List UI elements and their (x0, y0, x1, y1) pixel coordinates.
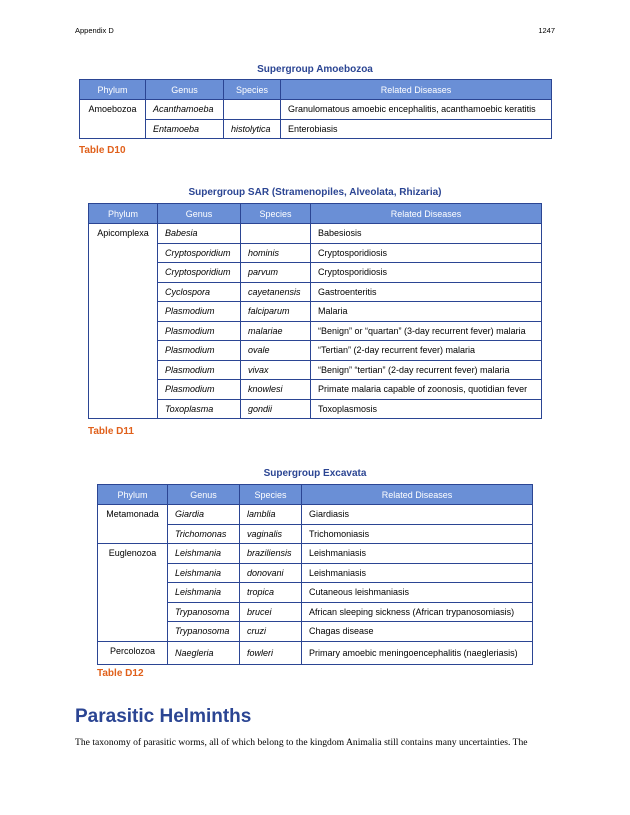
genus-cell: Cryptosporidium (158, 263, 241, 283)
table-d12 (97, 484, 533, 665)
species-cell: falciparum (241, 302, 311, 322)
running-header: Appendix D (75, 26, 114, 35)
disease-cell: Cryptosporidiosis (311, 243, 542, 263)
species-cell: vivax (241, 360, 311, 380)
column-header-species: Species (224, 80, 281, 100)
genus-cell: Giardia (168, 505, 240, 525)
disease-cell: Toxoplasmosis (311, 399, 542, 419)
column-header-species: Species (241, 204, 311, 224)
table-row (80, 119, 552, 139)
species-cell: malariae (241, 321, 311, 341)
genus-cell: Trypanosoma (168, 622, 240, 642)
genus-cell: Leishmania (168, 563, 240, 583)
column-header-diseases: Related Diseases (302, 485, 533, 505)
column-header-genus: Genus (146, 80, 224, 100)
genus-cell: Naegleria (168, 641, 240, 665)
genus-cell: Entamoeba (146, 119, 224, 139)
disease-cell: Leishmaniasis (302, 544, 533, 564)
disease-cell: “Benign” or “quartan” (3-day recurrent fever) malaria (311, 321, 542, 341)
table-row (89, 224, 542, 244)
disease-cell: Cryptosporidiosis (311, 263, 542, 283)
species-cell: tropica (240, 583, 302, 603)
species-cell: gondii (241, 399, 311, 419)
species-cell: brucei (240, 602, 302, 622)
phylum-cell: Euglenozoa (98, 544, 168, 642)
disease-cell: Giardiasis (302, 505, 533, 525)
table-d11-label: Table D11 (88, 426, 134, 437)
genus-cell: Cryptosporidium (158, 243, 241, 263)
species-cell: lamblia (240, 505, 302, 525)
genus-cell: Trypanosoma (168, 602, 240, 622)
page-header (75, 26, 555, 38)
genus-cell: Plasmodium (158, 360, 241, 380)
disease-cell: Malaria (311, 302, 542, 322)
species-cell: cruzi (240, 622, 302, 642)
species-cell (224, 100, 281, 120)
table-row (98, 544, 533, 564)
genus-cell: Plasmodium (158, 321, 241, 341)
section-heading: Parasitic Helminths (75, 706, 252, 727)
phylum-cell: Amoebozoa (80, 100, 146, 139)
page-number: 1247 (538, 26, 555, 35)
body-paragraph: The taxonomy of parasitic worms, all of which belong to the kingdom Animalia still contains many uncertainties. The (75, 737, 528, 748)
table-row (98, 505, 533, 525)
table-d10 (79, 79, 552, 139)
table-d11-title: Supergroup SAR (Stramenopiles, Alveolata, Rhizaria) (188, 187, 442, 198)
disease-cell: Enterobiasis (281, 119, 552, 139)
column-header-phylum: Phylum (89, 204, 158, 224)
phylum-cell: Metamonada (98, 505, 168, 544)
disease-cell: Granulomatous amoebic encephalitis, acanthamoebic keratitis (281, 100, 552, 120)
species-cell: parvum (241, 263, 311, 283)
disease-cell: Primary amoebic meningoencephalitis (naegleriasis) (302, 641, 533, 665)
table-row (98, 641, 533, 665)
species-cell: donovani (240, 563, 302, 583)
column-header-diseases: Related Diseases (311, 204, 542, 224)
genus-cell: Cyclospora (158, 282, 241, 302)
table-d10-title: Supergroup Amoebozoa (257, 64, 373, 75)
species-cell: histolytica (224, 119, 281, 139)
disease-cell: Babesiosis (311, 224, 542, 244)
disease-cell: African sleeping sickness (African trypanosomiasis) (302, 602, 533, 622)
species-cell: knowlesi (241, 380, 311, 400)
phylum-cell: Percolozoa (98, 641, 168, 665)
table-d12-title: Supergroup Excavata (263, 468, 367, 479)
genus-cell: Plasmodium (158, 380, 241, 400)
column-header-phylum: Phylum (98, 485, 168, 505)
species-cell: ovale (241, 341, 311, 361)
disease-cell: Gastroenteritis (311, 282, 542, 302)
genus-cell: Acanthamoeba (146, 100, 224, 120)
column-header-genus: Genus (158, 204, 241, 224)
genus-cell: Plasmodium (158, 341, 241, 361)
column-header-species: Species (240, 485, 302, 505)
table-d10-label: Table D10 (79, 145, 126, 156)
disease-cell: Primate malaria capable of zoonosis, quotidian fever (311, 380, 542, 400)
genus-cell: Plasmodium (158, 302, 241, 322)
column-header-diseases: Related Diseases (281, 80, 552, 100)
table-d12-label: Table D12 (97, 668, 144, 679)
species-cell: cayetanensis (241, 282, 311, 302)
genus-cell: Trichomonas (168, 524, 240, 544)
table-d11 (88, 203, 542, 419)
disease-cell: Trichomoniasis (302, 524, 533, 544)
genus-cell: Leishmania (168, 544, 240, 564)
genus-cell: Toxoplasma (158, 399, 241, 419)
column-header-phylum: Phylum (80, 80, 146, 100)
genus-cell: Babesia (158, 224, 241, 244)
species-cell (241, 224, 311, 244)
table-row (80, 100, 552, 120)
disease-cell: Chagas disease (302, 622, 533, 642)
species-cell: braziliensis (240, 544, 302, 564)
species-cell: vaginalis (240, 524, 302, 544)
disease-cell: Leishmaniasis (302, 563, 533, 583)
column-header-genus: Genus (168, 485, 240, 505)
phylum-cell: Apicomplexa (89, 224, 158, 419)
species-cell: hominis (241, 243, 311, 263)
species-cell: fowleri (240, 641, 302, 665)
genus-cell: Leishmania (168, 583, 240, 603)
disease-cell: Cutaneous leishmaniasis (302, 583, 533, 603)
disease-cell: “Tertian” (2-day recurrent fever) malaria (311, 341, 542, 361)
disease-cell: “Benign” “tertian” (2-day recurrent fever) malaria (311, 360, 542, 380)
